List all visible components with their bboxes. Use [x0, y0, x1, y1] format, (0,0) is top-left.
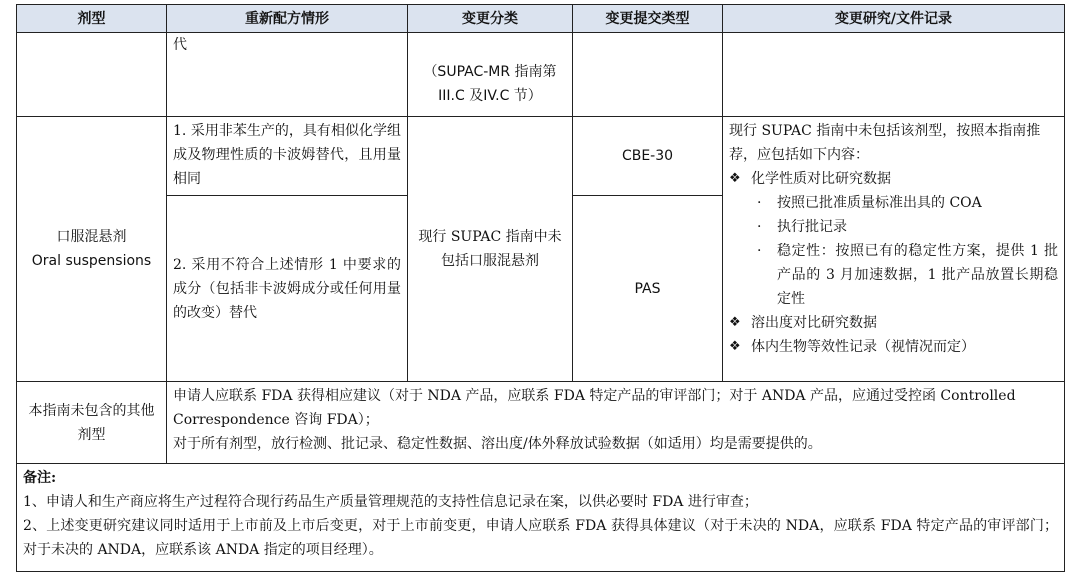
- diamond-bullet-icon: ❖: [729, 315, 741, 330]
- header-dosage-form: 剂型: [17, 5, 167, 33]
- records-intro: 现行 SUPAC 指南中未包括该剂型，按照本指南推荐，应包括如下内容：: [729, 123, 1041, 163]
- note-2: 2、上述变更研究建议同时适用于上市前及上市后变更，对于上市前变更，申请人应联系 FDA 获得具体建议（对于未决的 NDA，应联系 FDA 特定产品的审评部门；对于未决的 ANDA，应联系该 ANDA 指定的项目经理）。: [23, 518, 1058, 558]
- bullet-chemistry: [729, 167, 1058, 191]
- cell-situation-1: 1. 采用非苯生产的，具有相似化学组成及物理性质的卡波姆替代，且用量相同: [167, 117, 408, 196]
- cell-situation-2: 2. 采用不符合上述情形 1 中要求的成分（包括非卡波姆成分或任何用量的改变）替代: [167, 196, 408, 382]
- cell-submission-empty: [573, 33, 723, 117]
- header-records: 变更研究/文件记录: [723, 5, 1065, 33]
- other-guidance-line1: 申请人应联系 FDA 获得相应建议（对于 NDA 产品，应联系 FDA 特定产品的审评部门；对于 ANDA 产品，应通过受控函 Controlled Correspondence 咨询 FDA）；: [173, 388, 1016, 428]
- cell-records-empty: [723, 33, 1065, 117]
- dot-bullet-icon: ·: [757, 195, 762, 211]
- header-classification: 变更分类: [408, 5, 573, 33]
- cell-submission-pas: PAS: [573, 196, 723, 382]
- cell-situation-tail: 代: [167, 33, 408, 117]
- cell-classification-oral: 现行 SUPAC 指南中未包括口服混悬剂: [408, 117, 573, 382]
- note-1: 1、申请人和生产商应将生产过程符合现行药品生产质量管理规范的支持性信息记录在案，以供必要时 FDA 进行审查；: [23, 494, 758, 510]
- cell-dosage-other: 本指南未包含的其他剂型: [17, 382, 167, 464]
- table-row-notes: [17, 464, 1065, 572]
- cell-notes: [17, 464, 1065, 572]
- dosage-oral-en: Oral suspensions: [31, 253, 152, 269]
- cell-classification-supac-mr: （SUPAC-MR 指南第III.C 及IV.C 节）: [408, 33, 573, 117]
- cell-other-guidance: [167, 382, 1065, 464]
- header-reformulation: 重新配方情形: [167, 5, 408, 33]
- diamond-bullet-icon: ❖: [729, 171, 741, 186]
- sub-bullet-stability-text: 稳定性：按照已有的稳定性方案，提供 1 批产品的 3 月加速数据，1 批产品放置长期稳定性: [777, 243, 1058, 307]
- sub-bullet-coa-text: 按照已批准质量标准出具的 COA: [777, 195, 982, 211]
- dot-bullet-icon: ·: [757, 219, 762, 235]
- sub-bullet-batch-record: [729, 215, 1058, 239]
- header-submission-type: 变更提交类型: [573, 5, 723, 33]
- bullet-bioequivalence: [729, 335, 1058, 359]
- bullet-chemistry-text: 化学性质对比研究数据: [751, 171, 891, 187]
- sub-bullet-stability: [729, 239, 1058, 311]
- table-row-continued: [17, 33, 1065, 117]
- table-row-other-forms: [17, 382, 1065, 464]
- sub-bullet-coa: [729, 191, 1058, 215]
- other-guidance-line2: 对于所有剂型，放行检测、批记录、稳定性数据、溶出度/体外释放试验数据（如适用）均是需要提供的。: [173, 436, 822, 452]
- bullet-bioequivalence-text: 体内生物等效性记录（视情况而定）: [751, 339, 975, 355]
- sub-bullet-batch-record-text: 执行批记录: [777, 219, 847, 235]
- diamond-bullet-icon: ❖: [729, 339, 741, 354]
- formulation-change-table: [16, 4, 1065, 572]
- cell-dosage-empty: [17, 33, 167, 117]
- cell-dosage-oral: [17, 117, 167, 382]
- table-row-oral-1: [17, 117, 1065, 196]
- notes-title: 备注:: [23, 470, 57, 486]
- cell-submission-cbe30: CBE-30: [573, 117, 723, 196]
- dot-bullet-icon: ·: [757, 243, 762, 259]
- bullet-dissolution: [729, 311, 1058, 335]
- dosage-oral-cn: 口服混悬剂: [56, 229, 127, 245]
- bullet-dissolution-text: 溶出度对比研究数据: [751, 315, 877, 331]
- header-row: [17, 5, 1065, 33]
- cell-records-oral: [723, 117, 1065, 382]
